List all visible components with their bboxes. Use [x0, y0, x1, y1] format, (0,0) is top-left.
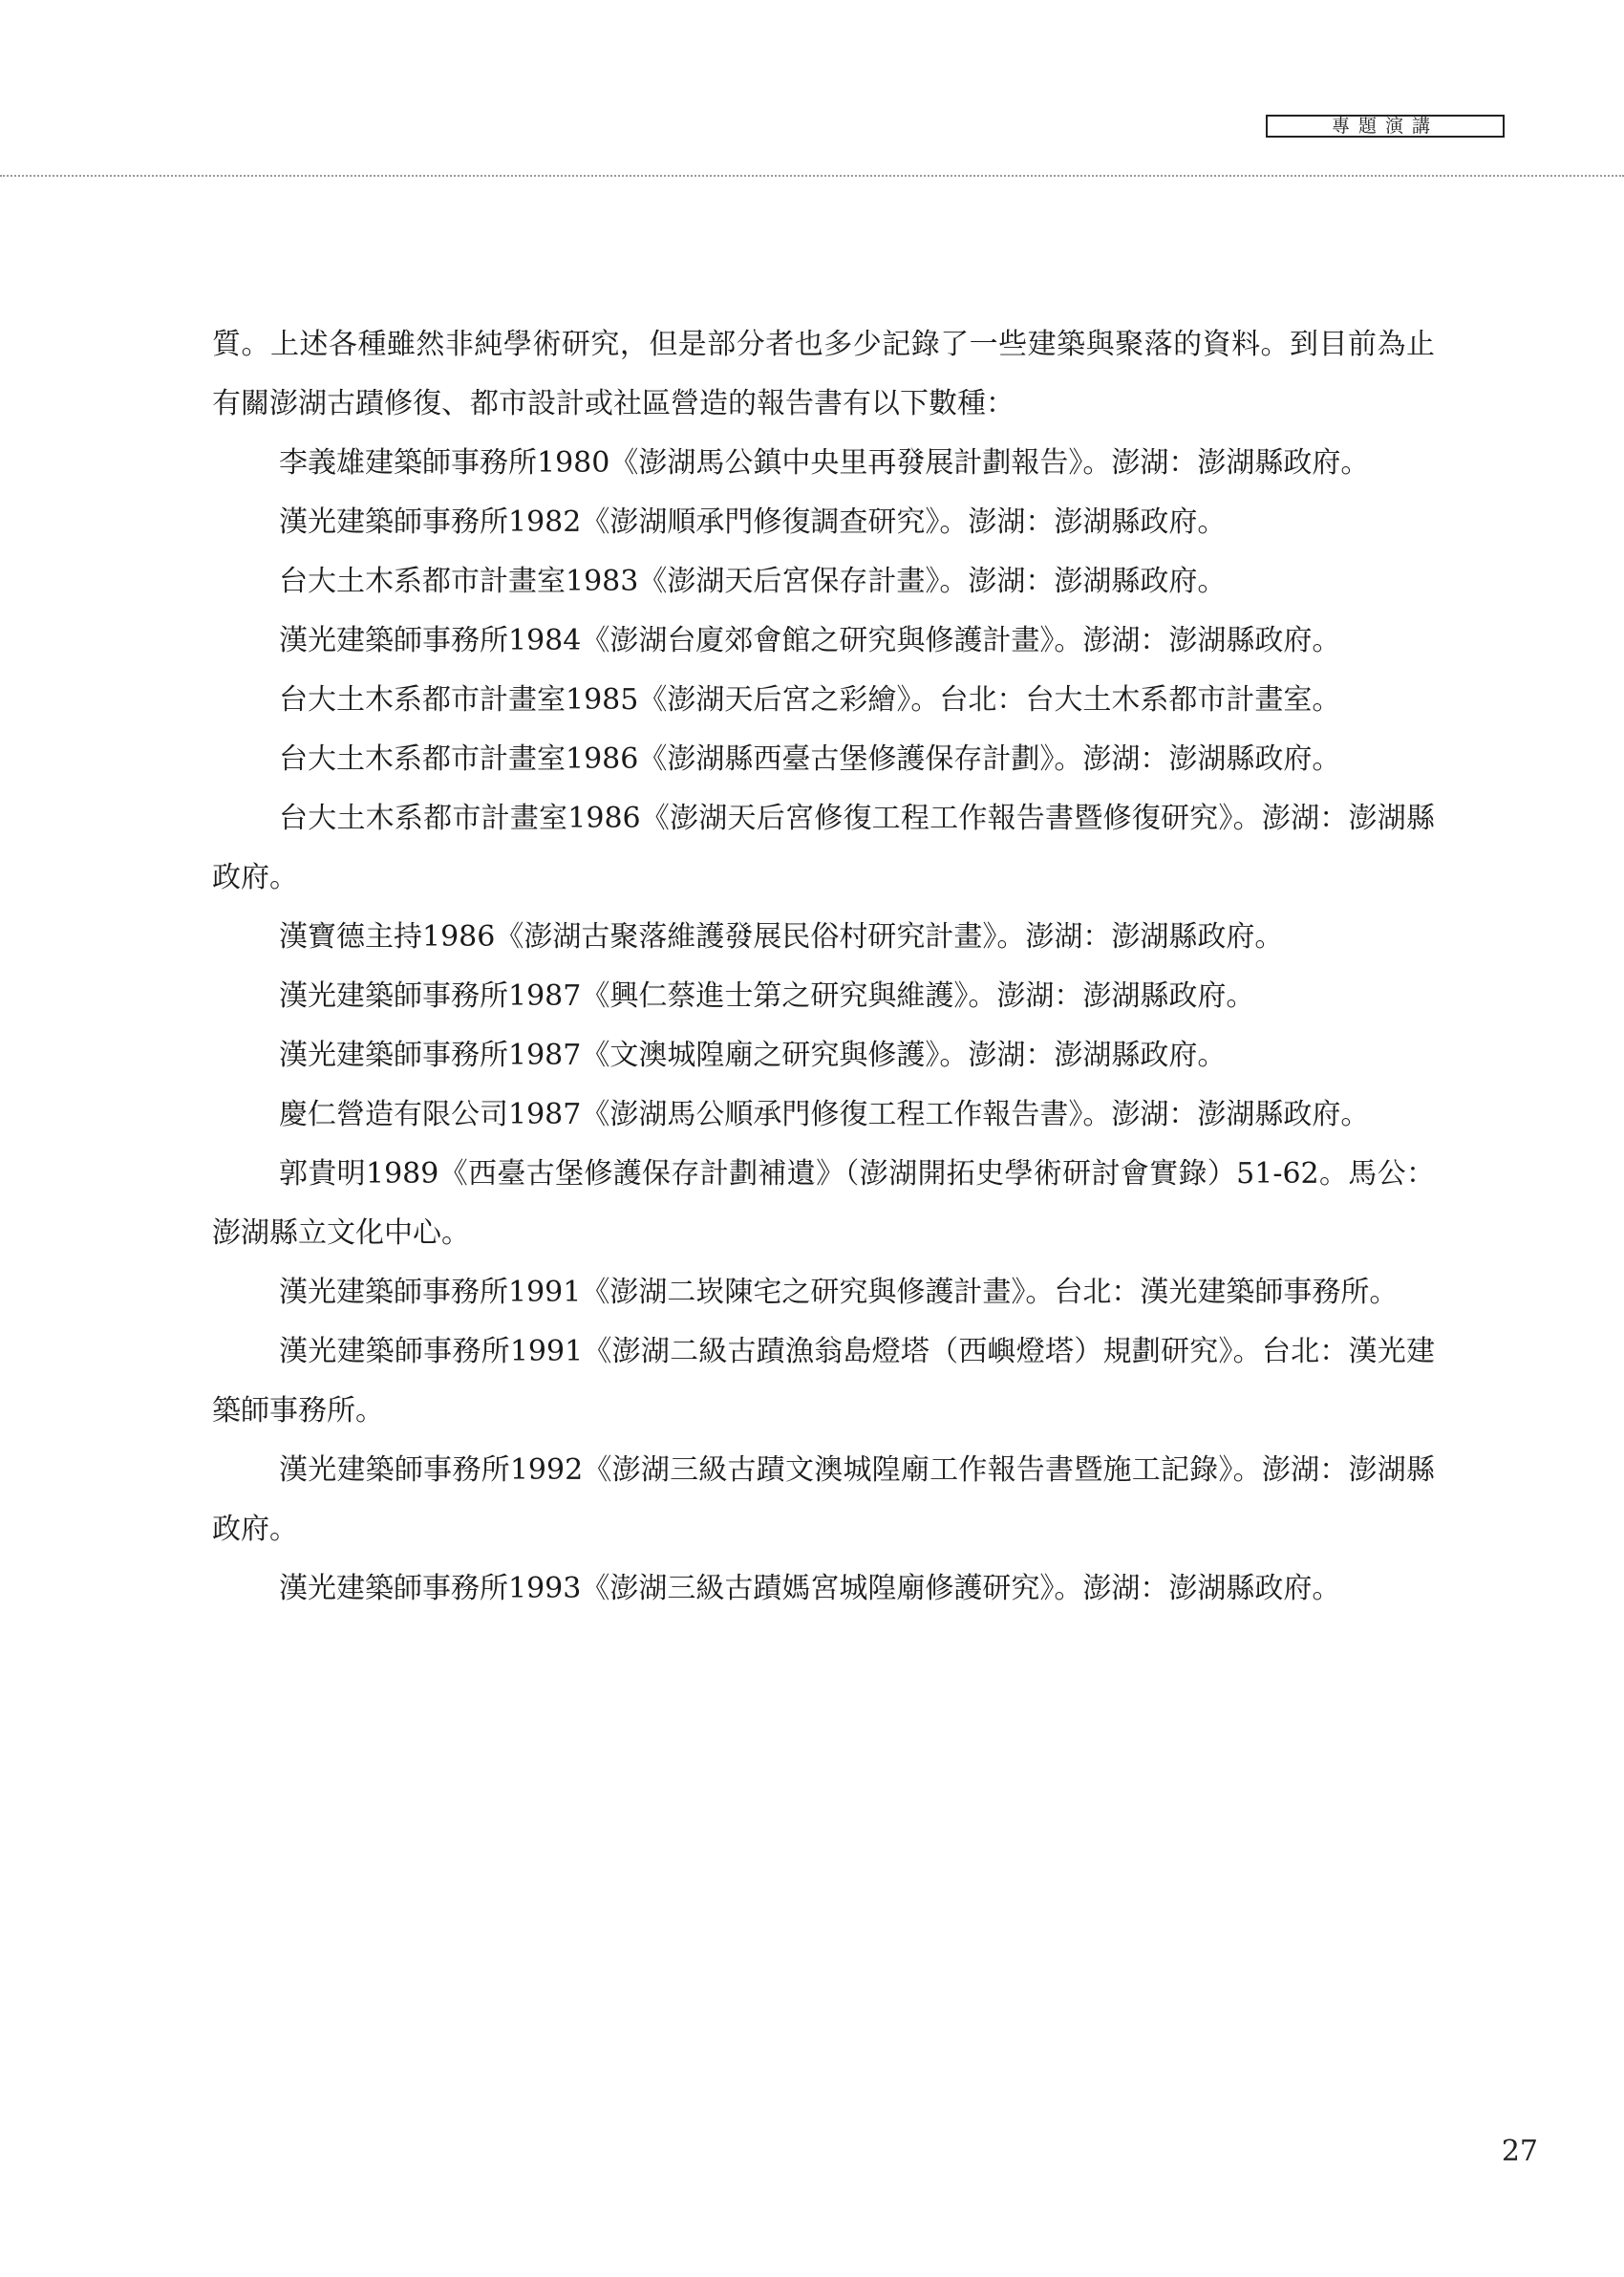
reference-entry: 台大土木系都市計畫室1983《澎湖天后宮保存計畫》。澎湖：澎湖縣政府。 — [279, 565, 1227, 598]
reference-entry: 台大土木系都市計畫室1986《澎湖縣西臺古堡修護保存計劃》。澎湖：澎湖縣政府。 — [279, 742, 1341, 776]
reference-entry: 漢光建築師事務所1992《澎湖三級古蹟文澳城隍廟工作報告書暨施工記錄》。澎湖：澎湖縣政府。 — [212, 1453, 1435, 1546]
section-label: 專題演講 — [1331, 115, 1439, 137]
intro-paragraph: 質。上述各種雖然非純學術研究，但是部分者也多少記錄了一些建築與聚落的資料。到目前為止有關澎湖古蹟修復、都市設計或社區營造的報告書有以下數種： — [212, 328, 1435, 420]
reference-entry: 漢光建築師事務所1993《澎湖三級古蹟媽宮城隍廟修護研究》。澎湖：澎湖縣政府。 — [279, 1572, 1341, 1605]
reference-entry: 漢光建築師事務所1991《澎湖二級古蹟漁翁島燈塔（西嶼燈塔）規劃研究》。台北：漢光建築師事務所。 — [212, 1335, 1435, 1428]
body-text — [212, 315, 1435, 1619]
page-number: 27 — [1501, 2135, 1538, 2168]
reference-entry: 台大土木系都市計畫室1985《澎湖天后宮之彩繪》。台北：台大土木系都市計畫室。 — [279, 683, 1341, 717]
header-dotted-rule — [0, 175, 1624, 177]
section-label-box — [1266, 115, 1505, 138]
reference-entry: 漢光建築師事務所1982《澎湖順承門修復調查研究》。澎湖：澎湖縣政府。 — [279, 505, 1227, 539]
reference-entry: 郭貴明1989《西臺古堡修護保存計劃補遺》（澎湖開拓史學術研討會實錄）51-62。馬公：澎湖縣立文化中心。 — [212, 1157, 1435, 1250]
reference-entry: 李義雄建築師事務所1980《澎湖馬公鎮中央里再發展計劃報告》。澎湖：澎湖縣政府。 — [279, 446, 1370, 480]
reference-entry: 台大土木系都市計畫室1986《澎湖天后宮修復工程工作報告書暨修復研究》。澎湖：澎湖縣政府。 — [212, 802, 1435, 894]
reference-entry: 漢光建築師事務所1984《澎湖台廈郊會館之研究與修護計畫》。澎湖：澎湖縣政府。 — [279, 624, 1341, 657]
reference-entry: 漢光建築師事務所1987《興仁蔡進士第之研究與維護》。澎湖：澎湖縣政府。 — [279, 979, 1255, 1013]
reference-entry: 慶仁營造有限公司1987《澎湖馬公順承門修復工程工作報告書》。澎湖：澎湖縣政府。 — [279, 1098, 1370, 1131]
reference-entry: 漢光建築師事務所1987《文澳城隍廟之研究與修護》。澎湖：澎湖縣政府。 — [279, 1039, 1227, 1072]
reference-entry: 漢光建築師事務所1991《澎湖二崁陳宅之研究與修護計畫》。台北：漢光建築師事務所。 — [279, 1276, 1399, 1309]
reference-entry: 漢寶德主持1986《澎湖古聚落維護發展民俗村研究計畫》。澎湖：澎湖縣政府。 — [279, 920, 1284, 954]
